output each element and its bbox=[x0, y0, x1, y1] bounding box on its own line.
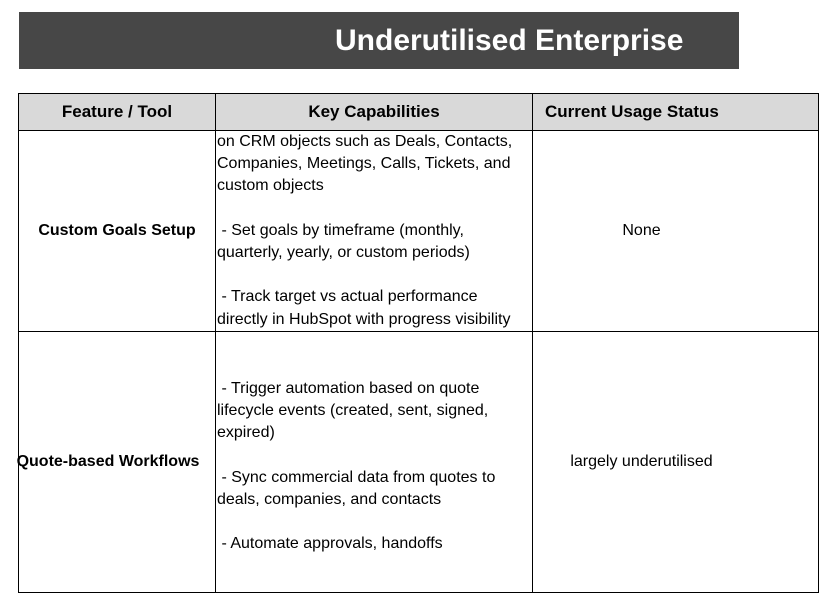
title-bar bbox=[19, 12, 739, 69]
table-row bbox=[19, 131, 819, 332]
status-cell bbox=[533, 331, 819, 592]
column-header-capabilities: Key Capabilities bbox=[216, 94, 533, 131]
table-header-row bbox=[19, 94, 819, 131]
capabilities-cell bbox=[216, 131, 533, 332]
table-container bbox=[16, 93, 720, 553]
status-cell bbox=[533, 131, 819, 332]
column-header-status: Current Usage Status bbox=[533, 94, 819, 131]
feature-name: Quote-based Workflows bbox=[16, 452, 200, 470]
status-text: largely underutilised bbox=[570, 452, 713, 470]
capabilities-text: - Trigger automation based on quote lifecycle events (created, sent, signed, expired) - Sync commercial data from quotes to deals, companies, and contacts - Automate approvals, handoffs bbox=[217, 379, 496, 553]
features-table bbox=[18, 93, 819, 593]
column-header-feature: Feature / Tool bbox=[19, 94, 216, 131]
feature-cell bbox=[19, 131, 216, 332]
table-row bbox=[19, 331, 819, 592]
page-title: Underutilised Enterprise bbox=[335, 24, 684, 57]
feature-name: Custom Goals Setup bbox=[38, 221, 196, 239]
feature-cell bbox=[16, 331, 216, 592]
status-text: None bbox=[622, 221, 661, 239]
capabilities-cell bbox=[216, 331, 533, 592]
capabilities-text: on CRM objects such as Deals, Contacts, Companies, Meetings, Calls, Tickets, and custom objects - Set goals by timeframe (monthly, quarterly, yearly, or custom periods) - Track target vs actual performance directly in HubSpot with progress visibility bbox=[217, 133, 513, 328]
